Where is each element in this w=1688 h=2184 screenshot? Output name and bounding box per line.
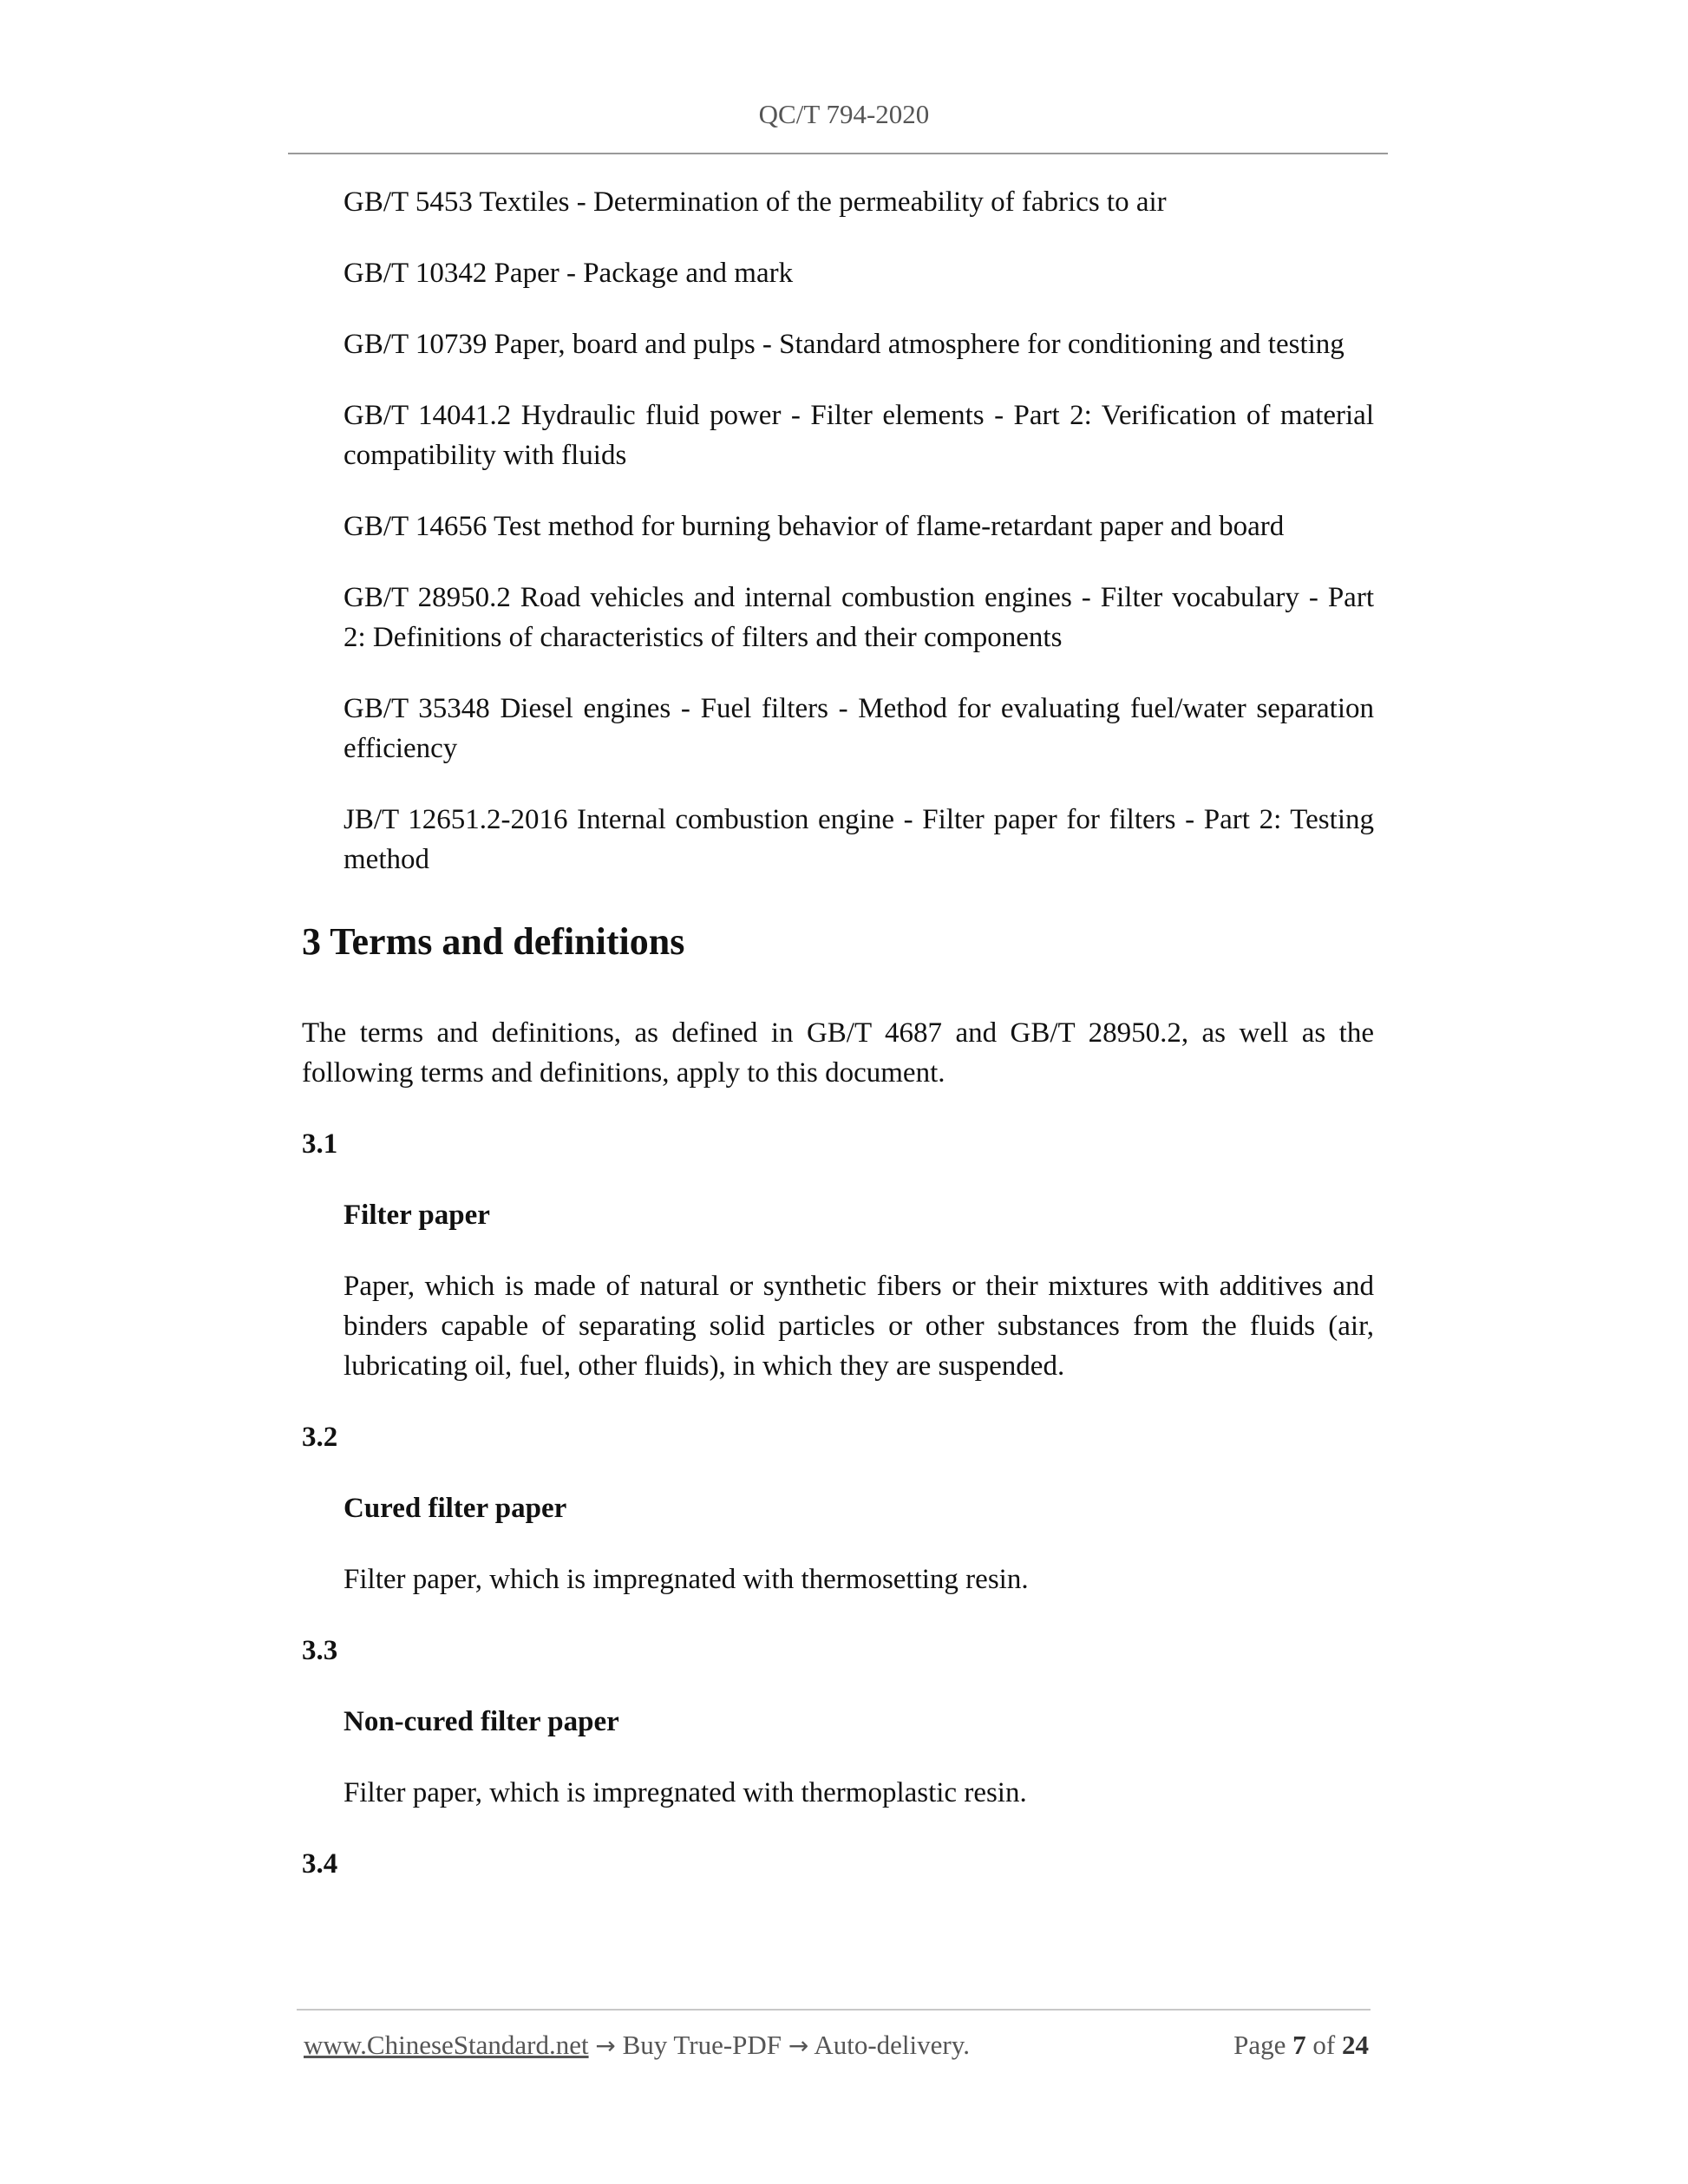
clause-number: 3.2 — [302, 1422, 338, 1453]
term-title: Cured filter paper — [343, 1493, 567, 1524]
clause-number: 3.4 — [302, 1848, 338, 1880]
clause-number: 3.3 — [302, 1635, 338, 1666]
term-title: Filter paper — [343, 1200, 490, 1231]
reference-item: GB/T 14656 Test method for burning behavior of flame-retardant paper and board — [343, 511, 1285, 542]
reference-item: GB/T 10342 Paper - Package and mark — [343, 258, 794, 289]
footer-divider — [297, 2009, 1371, 2011]
term-definition: Filter paper, which is impregnated with thermosetting resin. — [343, 1564, 1029, 1595]
page-label: Page — [1233, 2030, 1286, 2060]
term-title: Non-cured filter paper — [343, 1706, 619, 1737]
reference-item: GB/T 10739 Paper, board and pulps - Standard atmosphere for conditioning and testing — [343, 329, 1345, 360]
page-body — [302, 182, 1374, 1915]
of-label: of — [1312, 2030, 1336, 2060]
term-definition: Paper, which is made of natural or synthetic fibers or their mixtures with additives and binders capable of separating solid particles or other substances from the fluids (air, lubricating oil, fuel, other fluids), in which they are suspended. — [343, 1271, 1374, 1382]
reference-item: GB/T 28950.2 Road vehicles and internal combustion engines - Filter vocabulary - Part 2: Definitions of characteristics of filters and their components — [343, 582, 1374, 653]
page-counter — [1233, 2026, 1369, 2064]
clause-number: 3.1 — [302, 1128, 338, 1160]
footer-promo — [304, 2026, 970, 2065]
section-intro: The terms and definitions, as defined in GB/T 4687 and GB/T 28950.2, as well as the following terms and definitions, apply to this document. — [302, 1017, 1374, 1089]
term-definition: Filter paper, which is impregnated with thermoplastic resin. — [343, 1777, 1027, 1808]
auto-delivery-text: Auto-delivery. — [814, 2030, 970, 2060]
document-code-header: QC/T 794-2020 — [758, 99, 930, 129]
current-page-number: 7 — [1292, 2030, 1306, 2060]
total-pages-number: 24 — [1342, 2030, 1369, 2060]
arrow-right-icon: → — [788, 2031, 809, 2060]
arrow-right-icon: → — [595, 2031, 616, 2060]
reference-item: GB/T 5453 Textiles - Determination of the permeability of fabrics to air — [343, 186, 1167, 218]
section-heading: 3 Terms and definitions — [302, 920, 685, 963]
website-link[interactable]: www.ChineseStandard.net — [304, 2030, 589, 2060]
reference-item: GB/T 35348 Diesel engines - Fuel filters - Method for evaluating fuel/water separation efficiency — [343, 693, 1374, 764]
buy-pdf-text: Buy True-PDF — [622, 2030, 782, 2060]
header-divider — [288, 153, 1388, 154]
reference-item: JB/T 12651.2-2016 Internal combustion engine - Filter paper for filters - Part 2: Testing method — [343, 804, 1374, 875]
reference-item: GB/T 14041.2 Hydraulic fluid power - Filter elements - Part 2: Verification of material compatibility with fluids — [343, 400, 1374, 471]
